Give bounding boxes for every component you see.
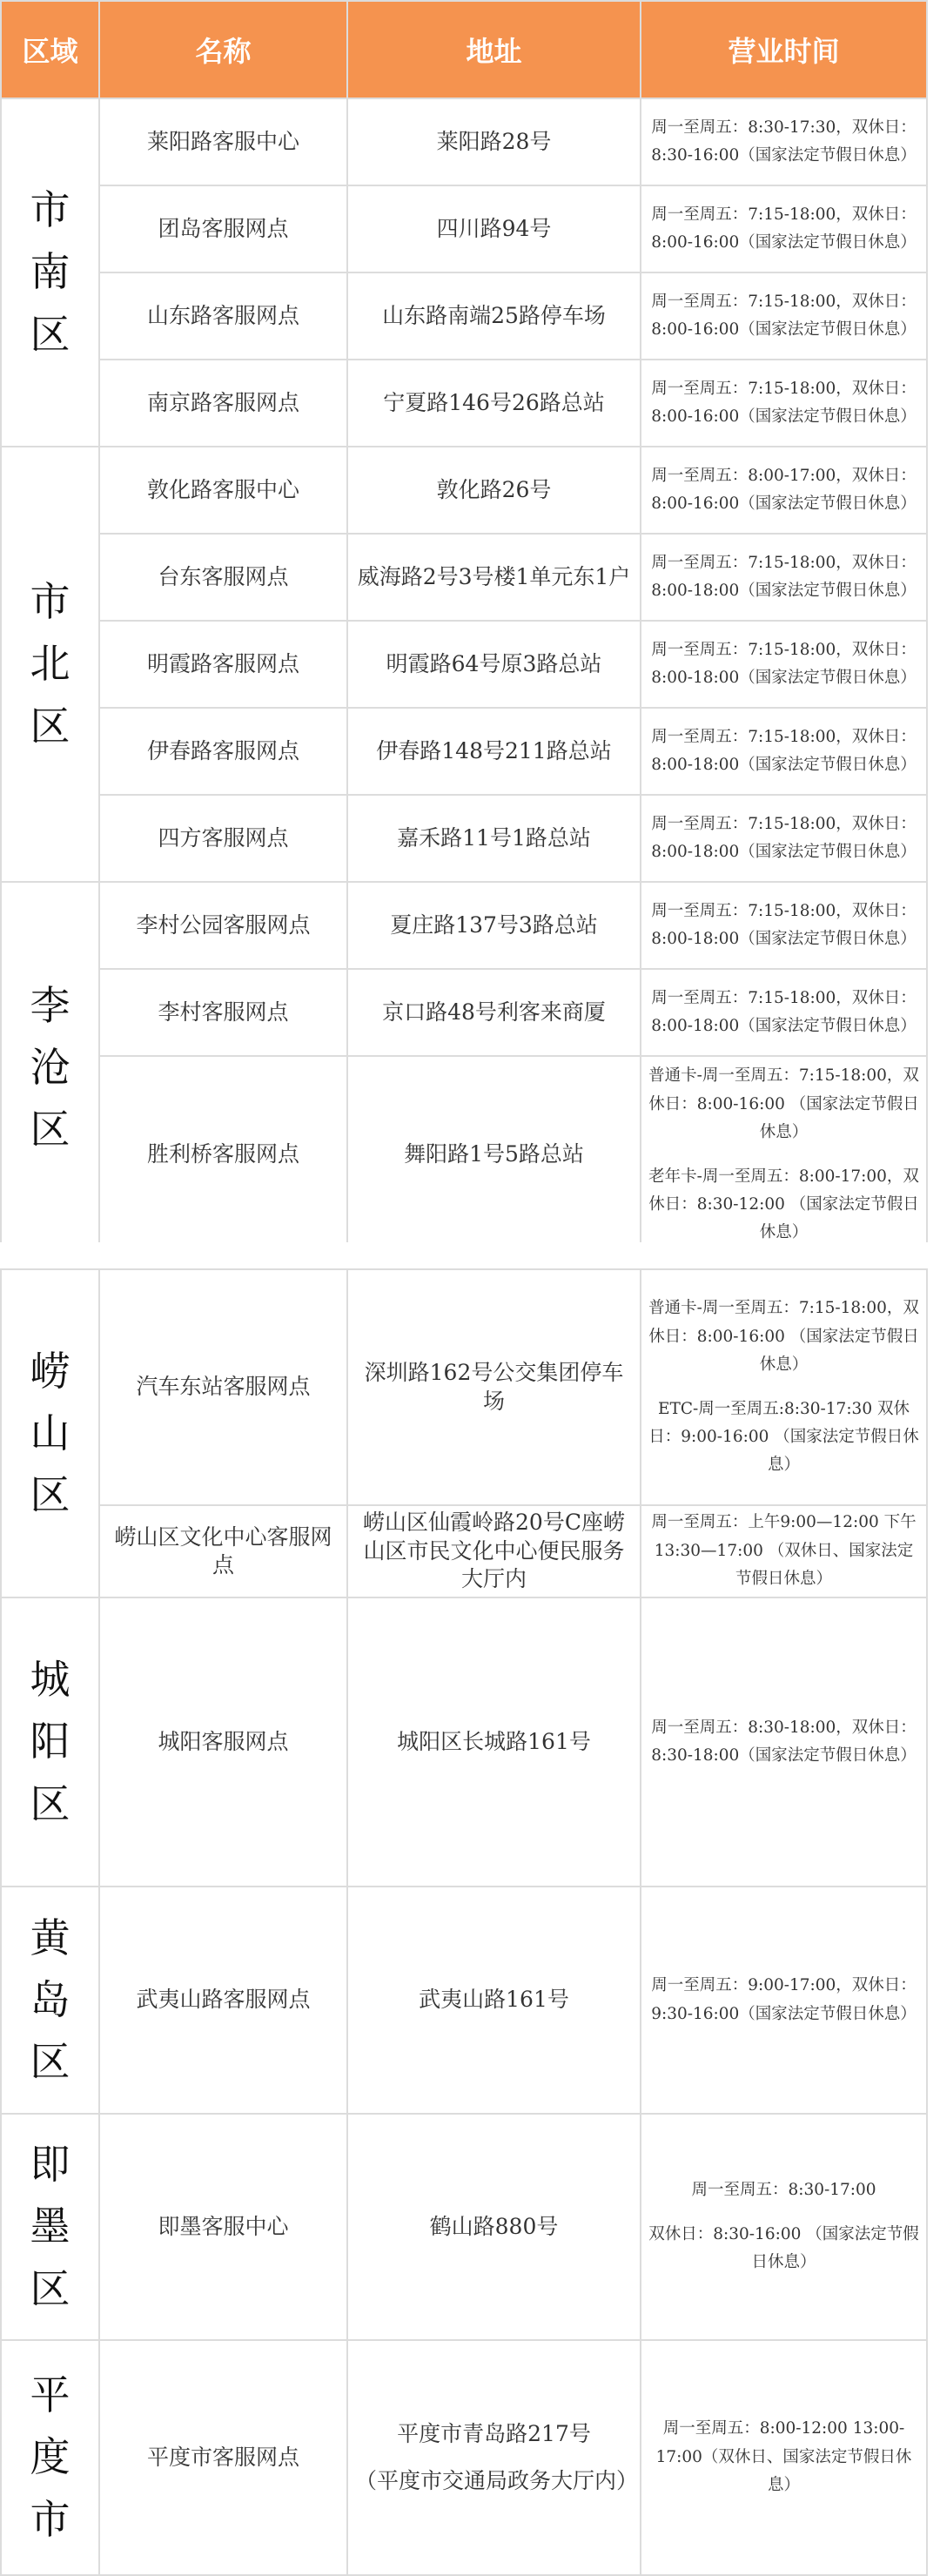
service-point-hours [641, 272, 927, 360]
table-row [1, 2340, 927, 2575]
service-point-hours [641, 447, 927, 534]
service-point-address: 武夷山路161号 [347, 1887, 641, 2114]
service-point-name: 胜利桥客服网点 [99, 1056, 347, 1254]
region-char: 墨 [30, 2203, 70, 2250]
address-line: （平度市交通局政务大厅内） [355, 2468, 639, 2493]
region-char: 度 [30, 2433, 70, 2481]
hours-line: 周一至周五：8:30-17:30，双休日：8:30-16:00（国家法定节假日休息） [651, 118, 916, 165]
region-char: 市 [30, 578, 70, 626]
table-row [1, 1505, 927, 1597]
service-point-name: 平度市客服网点 [99, 2340, 347, 2575]
region-char: 阳 [30, 1718, 70, 1766]
service-points-table-bottom [0, 1268, 928, 2576]
hours-line: 周一至周五：8:00-17:00，双休日：8:00-16:00（国家法定节假日休息） [651, 466, 916, 513]
service-point-address: 莱阳路28号 [347, 98, 641, 185]
hours-line: 老年卡-周一至周五：8:00-17:00，双休日：8:30-12:00 （国家法定节假日休息） [648, 1167, 919, 1242]
service-point-name: 即墨客服中心 [99, 2114, 347, 2340]
header-address: 地址 [347, 1, 641, 98]
region-cell [1, 1887, 99, 2114]
region-char: 区 [30, 1779, 70, 1827]
service-point-hours [641, 882, 927, 969]
service-point-hours [641, 1597, 927, 1887]
hours-line: 周一至周五：7:15-18:00，双休日：8:00-18:00（国家法定节假日休息） [651, 814, 916, 861]
header-name: 名称 [99, 1, 347, 98]
region-cell [1, 1597, 99, 1887]
region-char: 区 [30, 1471, 70, 1519]
service-point-name: 武夷山路客服网点 [99, 1887, 347, 2114]
service-point-hours [641, 2340, 927, 2575]
region-char: 区 [30, 2264, 70, 2312]
service-point-hours [641, 360, 927, 447]
region-cell [1, 1269, 99, 1597]
service-point-address [347, 2340, 641, 2575]
table-row [1, 185, 927, 272]
hours-line: 普通卡-周一至周五：7:15-18:00，双休日：8:00-16:00 （国家法定节假日休息） [648, 1066, 919, 1142]
table-row [1, 969, 927, 1056]
service-point-hours [641, 621, 927, 708]
table-header-row [1, 1, 927, 98]
region-cell [1, 447, 99, 882]
service-point-address: 山东路南端25路停车场 [347, 272, 641, 360]
table-row [1, 882, 927, 969]
table-row [1, 795, 927, 882]
hours-line: 双休日：8:30-16:00 （国家法定节假日休息） [648, 2224, 919, 2272]
region-char: 崂 [30, 1347, 70, 1395]
table-row [1, 360, 927, 447]
service-point-address: 宁夏路146号26路总站 [347, 360, 641, 447]
hours-line: 周一至周五：7:15-18:00，双休日：8:00-18:00（国家法定节假日休息） [651, 901, 916, 948]
service-point-name: 南京路客服网点 [99, 360, 347, 447]
hours-line: 周一至周五：7:15-18:00，双休日：8:00-16:00（国家法定节假日休息） [651, 205, 916, 252]
hours-line: 周一至周五：7:15-18:00，双休日：8:00-18:00（国家法定节假日休息） [651, 553, 916, 600]
service-point-name: 城阳客服网点 [99, 1597, 347, 1887]
hours-line: 周一至周五：7:15-18:00，双休日：8:00-16:00（国家法定节假日休息） [651, 292, 916, 339]
service-point-address: 四川路94号 [347, 185, 641, 272]
service-point-name: 李村公园客服网点 [99, 882, 347, 969]
service-point-name: 台东客服网点 [99, 534, 347, 621]
service-point-hours [641, 708, 927, 795]
service-point-address: 明霞路64号原3路总站 [347, 621, 641, 708]
hours-line: 周一至周五：8:30-17:00 [691, 2181, 876, 2200]
table-row [1, 1597, 927, 1887]
service-point-hours [641, 534, 927, 621]
region-char: 李 [30, 981, 70, 1029]
service-point-name: 崂山区文化中心客服网点 [99, 1505, 347, 1597]
table-row [1, 272, 927, 360]
region-char: 北 [30, 640, 70, 688]
service-point-hours [641, 969, 927, 1056]
region-char: 市 [30, 186, 70, 234]
table-row [1, 98, 927, 185]
service-point-address: 城阳区长城路161号 [347, 1597, 641, 1887]
service-point-name: 明霞路客服网点 [99, 621, 347, 708]
hours-line: 普通卡-周一至周五：7:15-18:00，双休日：8:00-16:00 （国家法定节假日休息） [648, 1299, 919, 1375]
address-line: 平度市青岛路217号 [397, 2420, 591, 2446]
region-char: 区 [30, 702, 70, 750]
service-point-hours [641, 1269, 927, 1505]
service-point-hours [641, 2114, 927, 2340]
hours-line: 周一至周五：上午9:00—12:00 下午13:30—17:00 （双休日、国家法定节假日休息） [651, 1513, 916, 1589]
region-char: 平 [30, 2371, 70, 2419]
hours-line: ETC-周一至周五:8:30-17:30 双休日：9:00-16:00 （国家法定节假日休息） [648, 1399, 919, 1475]
service-point-hours [641, 98, 927, 185]
table-row [1, 2114, 927, 2340]
service-point-address: 京口路48号利客来商厦 [347, 969, 641, 1056]
service-point-name: 团岛客服网点 [99, 185, 347, 272]
region-char: 市 [30, 2495, 70, 2543]
hours-line: 周一至周五：7:15-18:00，双休日：8:00-18:00（国家法定节假日休息） [651, 988, 916, 1035]
service-point-hours [641, 1056, 927, 1254]
region-char: 南 [30, 248, 70, 296]
service-point-address: 威海路2号3号楼1单元东1户 [347, 534, 641, 621]
region-char: 城 [30, 1656, 70, 1704]
hours-line: 周一至周五：9:00-17:00，双休日：9:30-16:00（国家法定节假日休息） [651, 1976, 916, 2023]
service-point-hours [641, 795, 927, 882]
region-char: 区 [30, 1106, 70, 1153]
service-point-address: 深圳路162号公交集团停车场 [347, 1269, 641, 1505]
service-point-name: 汽车东站客服网点 [99, 1269, 347, 1505]
service-point-name: 山东路客服网点 [99, 272, 347, 360]
table-gap [0, 1242, 940, 1268]
service-point-address: 崂山区仙霞岭路20号C座崂山区市民文化中心便民服务大厅内 [347, 1505, 641, 1597]
table-row [1, 447, 927, 534]
service-point-name: 莱阳路客服中心 [99, 98, 347, 185]
header-region: 区域 [1, 1, 99, 98]
table-row [1, 708, 927, 795]
hours-line: 周一至周五：7:15-18:00，双休日：8:00-16:00（国家法定节假日休息） [651, 379, 916, 426]
service-point-name: 伊春路客服网点 [99, 708, 347, 795]
region-char: 岛 [30, 1975, 70, 2023]
service-point-address: 敦化路26号 [347, 447, 641, 534]
region-char: 黄 [30, 1914, 70, 1961]
hours-line: 周一至周五：7:15-18:00，双休日：8:00-18:00（国家法定节假日休息） [651, 640, 916, 687]
region-cell [1, 2340, 99, 2575]
header-hours: 营业时间 [641, 1, 927, 98]
region-char: 区 [30, 2038, 70, 2086]
region-char: 即 [30, 2141, 70, 2189]
service-point-address: 嘉禾路11号1路总站 [347, 795, 641, 882]
service-point-name: 敦化路客服中心 [99, 447, 347, 534]
service-point-hours [641, 185, 927, 272]
region-cell [1, 882, 99, 1254]
table-row [1, 621, 927, 708]
table-row [1, 1269, 927, 1505]
service-point-address: 鹤山路880号 [347, 2114, 641, 2340]
service-point-address: 夏庄路137号3路总站 [347, 882, 641, 969]
region-char: 山 [30, 1409, 70, 1456]
region-cell [1, 98, 99, 447]
hours-line: 周一至周五：7:15-18:00，双休日：8:00-18:00（国家法定节假日休息） [651, 727, 916, 774]
hours-line: 周一至周五：8:30-18:00，双休日：8:30-18:00（国家法定节假日休息） [651, 1718, 916, 1765]
service-point-address: 伊春路148号211路总站 [347, 708, 641, 795]
table-row [1, 534, 927, 621]
region-cell [1, 2114, 99, 2340]
service-point-hours [641, 1505, 927, 1597]
table-row [1, 1887, 927, 2114]
region-char: 区 [30, 310, 70, 358]
table-row [1, 1056, 927, 1254]
service-points-table-top [0, 0, 928, 1254]
service-point-name: 四方客服网点 [99, 795, 347, 882]
service-point-address: 舞阳路1号5路总站 [347, 1056, 641, 1254]
region-char: 沧 [30, 1043, 70, 1091]
service-point-hours [641, 1887, 927, 2114]
service-point-name: 李村客服网点 [99, 969, 347, 1056]
hours-line: 周一至周五：8:00-12:00 13:00-17:00（双休日、国家法定节假日休息） [655, 2419, 912, 2495]
